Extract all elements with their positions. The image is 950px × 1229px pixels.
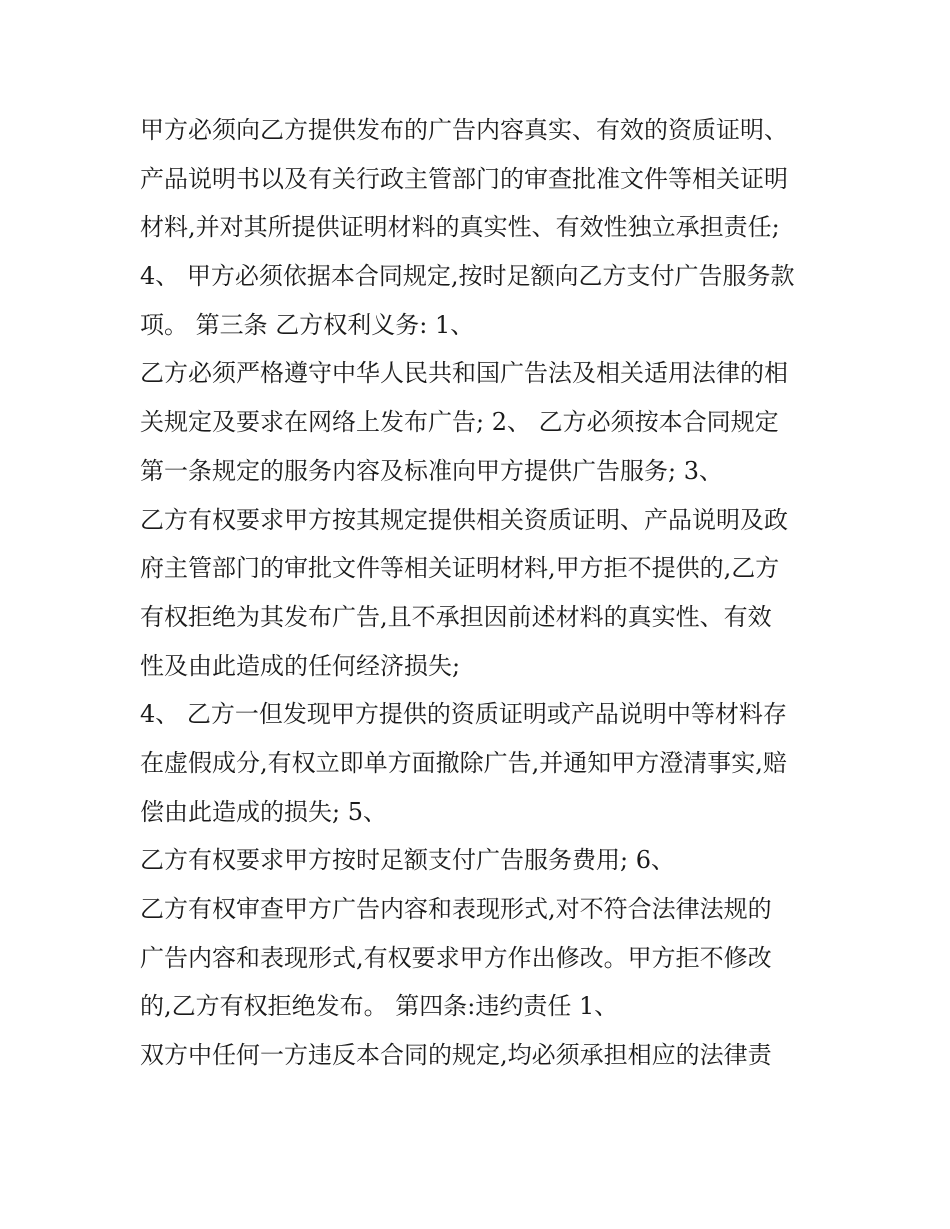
text-line: 甲方必须向乙方提供发布的广告内容真实、有效的资质证明、	[140, 116, 788, 144]
text-line: 的,乙方有权拒绝发布。 第四条:违约责任 1、	[140, 992, 619, 1021]
text-line: 产品说明书以及有关行政主管部门的审查批准文件等相关证明	[140, 164, 788, 193]
text-line: 有权拒绝为其发布广告,且不承担因前述材料的真实性、有效	[140, 602, 772, 631]
text-line: 性及由此造成的任何经济损失;	[140, 651, 461, 680]
text-line: 府主管部门的审批文件等相关证明材料,甲方拒不提供的,乙方	[140, 554, 780, 583]
text-line: 4、 乙方一但发现甲方提供的资质证明或产品说明中等材料存	[140, 700, 787, 729]
text-line: 乙方有权审查甲方广告内容和表现形式,对不符合法律法规的	[140, 895, 772, 923]
text-line: 乙方必须严格遵守中华人民共和国广告法及相关适用法律的相	[140, 359, 788, 388]
text-line: 偿由此造成的损失; 5、	[140, 797, 387, 826]
text-line: 第一条规定的服务内容及标准向甲方提供广告服务; 3、	[140, 456, 723, 485]
text-line: 在虚假成分,有权立即单方面撤除广告,并通知甲方澄清事实,赔	[140, 748, 787, 777]
text-line: 4、 甲方必须依据本合同规定,按时足额向乙方支付广告服务款	[140, 262, 795, 291]
text-line: 关规定及要求在网络上发布广告; 2、 乙方必须按本合同规定	[140, 408, 779, 437]
text-line: 广告内容和表现形式,有权要求甲方作出修改。甲方拒不修改	[140, 943, 772, 972]
contract-text	[140, 106, 820, 1080]
text-line: 材料,并对其所提供证明材料的真实性、有效性独立承担责任;	[140, 213, 780, 242]
text-line: 乙方有权要求甲方按其规定提供相关资质证明、产品说明及政	[140, 505, 788, 534]
text-line: 双方中任何一方违反本合同的规定,均必须承担相应的法律责	[140, 1041, 772, 1070]
text-line: 乙方有权要求甲方按时足额支付广告服务费用; 6、	[140, 846, 675, 875]
text-line: 项。 第三条 乙方权利义务: 1、	[140, 310, 475, 339]
